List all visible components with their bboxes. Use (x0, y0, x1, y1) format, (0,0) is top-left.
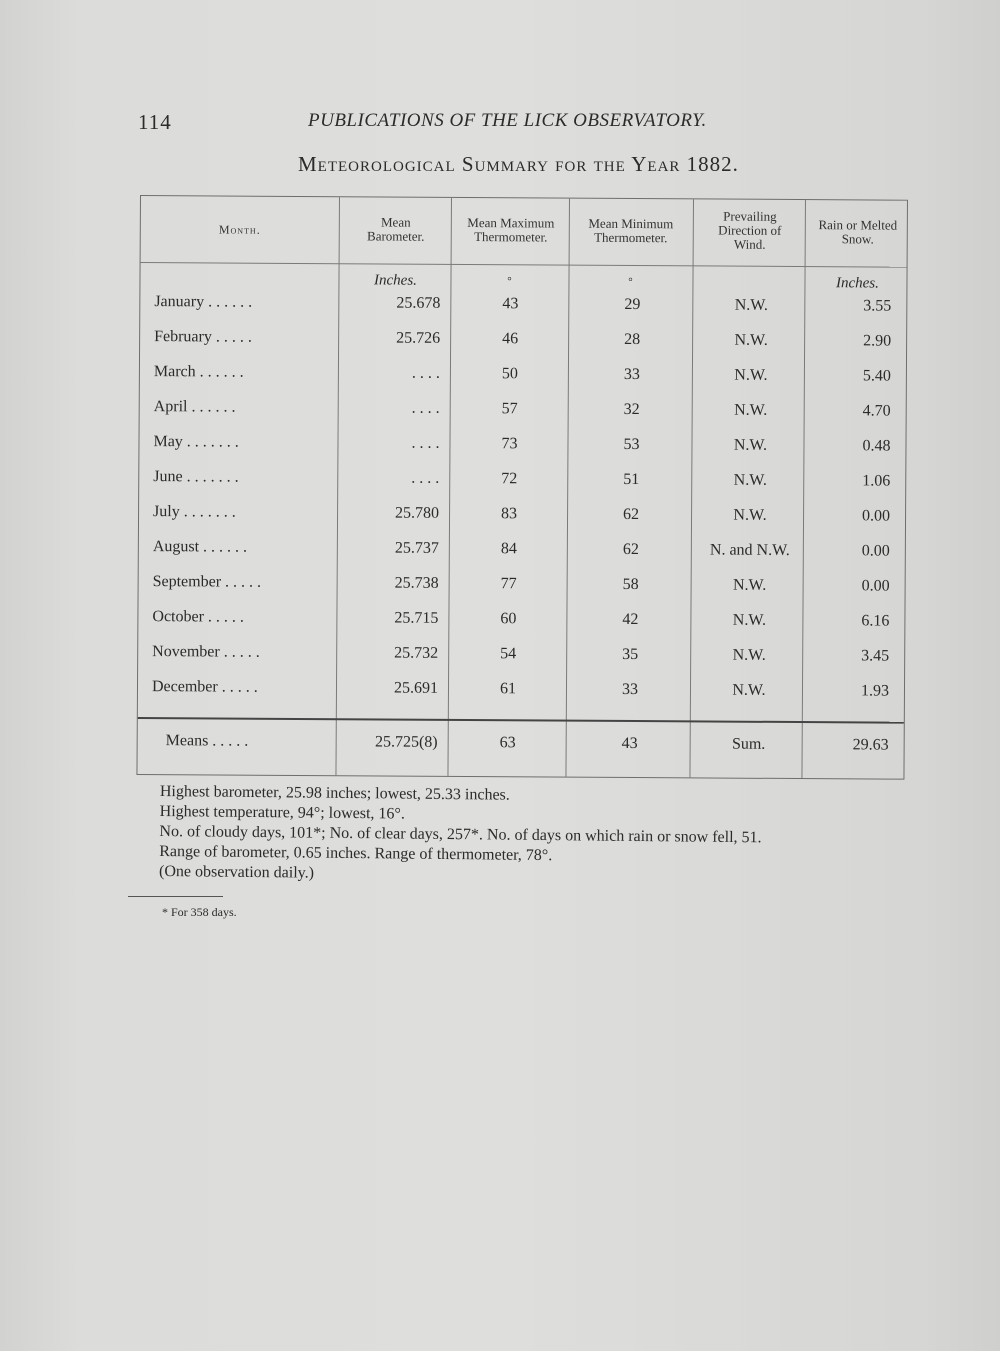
month-cell: July . . . . . . . (153, 503, 236, 521)
month-cell: November . . . . . (152, 643, 260, 661)
unit-max: ° (507, 275, 512, 288)
note-line: Range of barometer, 0.65 inches. Range of thermometer, 78°. (159, 842, 553, 865)
table-row (138, 643, 904, 682)
month-cell: June . . . . . . . (153, 468, 239, 486)
rain-cell: 0.00 (861, 577, 890, 595)
wind-cell: N.W. (732, 611, 767, 629)
month-cell: March . . . . . . (153, 363, 244, 381)
wind-cell: N. and N.W. (709, 541, 790, 559)
rain-cell: 1.06 (862, 472, 891, 490)
min-temp-cell: 32 (623, 400, 640, 419)
month-cell: April . . . . . . (153, 398, 236, 416)
wind-cell: N.W. (732, 576, 767, 594)
rain-cell: 4.70 (862, 402, 891, 420)
max-temp-cell: 61 (499, 680, 517, 698)
month-cell: February . . . . . (154, 328, 252, 346)
header-min: Mean Minimum Thermometer. (588, 215, 674, 246)
summary-notes (159, 782, 762, 888)
min-temp-cell: 35 (622, 645, 639, 664)
wind-cell: N.W. (732, 681, 766, 699)
rain-cell: 3.55 (863, 297, 892, 315)
max-temp-cell: 84 (500, 540, 517, 558)
rain-cell: 1.93 (860, 682, 890, 700)
means-label: Means . . . . . (165, 732, 249, 750)
table-row (140, 398, 906, 437)
max-temp-cell: 72 (501, 470, 518, 488)
wind-cell: N.W. (733, 471, 767, 489)
min-temp-cell: 29 (624, 295, 641, 314)
month-cell: January . . . . . . (154, 293, 253, 311)
min-temp-cell: 33 (621, 680, 639, 699)
note-line: Highest barometer, 25.98 inches; lowest, 25.33 inches. (159, 782, 510, 804)
means-rain: 29.63 (852, 736, 889, 754)
means-row (138, 732, 904, 771)
wind-cell: N.W. (734, 401, 768, 419)
unit-rain: Inches. (835, 275, 879, 292)
table-row (138, 678, 904, 717)
barometer-cell: 25.691 (393, 679, 439, 697)
rain-cell: 3.45 (861, 647, 890, 665)
month-cell: December . . . . . (151, 678, 258, 696)
footnote: * For 358 days. (162, 905, 237, 919)
max-temp-cell: 46 (502, 330, 519, 348)
header-month: Month. (218, 222, 261, 237)
min-temp-cell: 53 (623, 435, 640, 454)
table-row (138, 573, 904, 612)
wind-cell: N.W. (734, 296, 768, 314)
rain-cell: 0.00 (862, 507, 891, 525)
min-temp-cell: 58 (622, 575, 639, 594)
barometer-cell: . . . . (411, 434, 440, 452)
barometer-cell: 25.715 (394, 609, 439, 627)
wind-cell: N.W. (734, 366, 768, 384)
page-title: Meteorological Summary for the Year 1882. (298, 152, 739, 176)
table-row (140, 328, 906, 367)
max-temp-cell: 60 (500, 610, 517, 628)
table-row (140, 363, 906, 402)
rain-cell: 6.16 (861, 612, 890, 630)
barometer-cell: 25.738 (394, 574, 439, 592)
barometer-cell: 25.737 (394, 539, 439, 557)
note-line: (One observation daily.) (158, 862, 315, 882)
barometer-cell: . . . . (411, 364, 440, 382)
barometer-cell: 25.780 (395, 504, 440, 522)
rain-cell: 0.00 (861, 542, 890, 560)
wind-cell: N.W. (732, 646, 766, 664)
min-temp-cell: 51 (623, 470, 640, 489)
header-wind: Prevailing Direction of Wind. (718, 208, 782, 252)
means-min: 43 (621, 734, 638, 753)
month-cell: August . . . . . . (152, 538, 248, 556)
table-row (139, 468, 905, 507)
page-number: 114 (138, 110, 172, 134)
barometer-cell: 25.732 (394, 644, 439, 662)
header-barometer: Mean Barometer. (367, 214, 425, 244)
month-cell: September . . . . . (152, 573, 262, 591)
min-temp-cell: 62 (623, 505, 640, 524)
max-temp-cell: 50 (501, 365, 518, 383)
wind-cell: N.W. (734, 331, 768, 349)
unit-barometer: Inches. (373, 272, 417, 289)
table-row (139, 433, 905, 472)
header-max: Mean Maximum Thermometer. (467, 215, 555, 245)
max-temp-cell: 43 (502, 295, 519, 313)
meteorological-table (136, 195, 908, 780)
table-row (139, 538, 905, 577)
means-barometer: 25.725(8) (374, 733, 438, 751)
max-temp-cell: 54 (500, 645, 517, 663)
max-temp-cell: 73 (501, 435, 518, 453)
rain-cell: 2.90 (863, 332, 892, 350)
max-temp-cell: 57 (501, 400, 518, 418)
wind-cell: N.W. (733, 436, 768, 454)
means-max: 63 (499, 734, 516, 752)
min-temp-cell: 62 (622, 540, 639, 559)
table-row (139, 503, 905, 542)
wind-cell: N.W. (733, 506, 767, 524)
month-cell: May . . . . . . . (153, 433, 239, 451)
min-temp-cell: 28 (624, 330, 641, 349)
note-line: Highest temperature, 94°; lowest, 16°. (159, 802, 405, 823)
barometer-cell: 25.678 (396, 294, 441, 312)
header-rain: Rain or Melted Snow. (818, 217, 898, 247)
barometer-cell: . . . . (411, 399, 440, 417)
table-row (138, 608, 904, 647)
note-line: No. of cloudy days, 101*; No. of clear days, 257*. No. of days on which rain or snow fell, 51. (159, 822, 762, 847)
month-cell: October . . . . . (152, 608, 245, 626)
running-head: PUBLICATIONS OF THE LICK OBSERVATORY. (308, 110, 707, 131)
rain-cell: 0.48 (862, 437, 891, 455)
min-temp-cell: 42 (622, 610, 639, 629)
unit-min: ° (628, 275, 633, 289)
max-temp-cell: 77 (500, 575, 517, 593)
footnote-rule (128, 896, 223, 897)
barometer-cell: . . . . (411, 469, 440, 487)
barometer-cell: 25.726 (396, 329, 441, 347)
rain-cell: 5.40 (862, 367, 891, 385)
max-temp-cell: 83 (501, 505, 518, 523)
means-wind: Sum. (731, 735, 766, 753)
min-temp-cell: 33 (623, 365, 640, 384)
table-row (140, 293, 906, 332)
